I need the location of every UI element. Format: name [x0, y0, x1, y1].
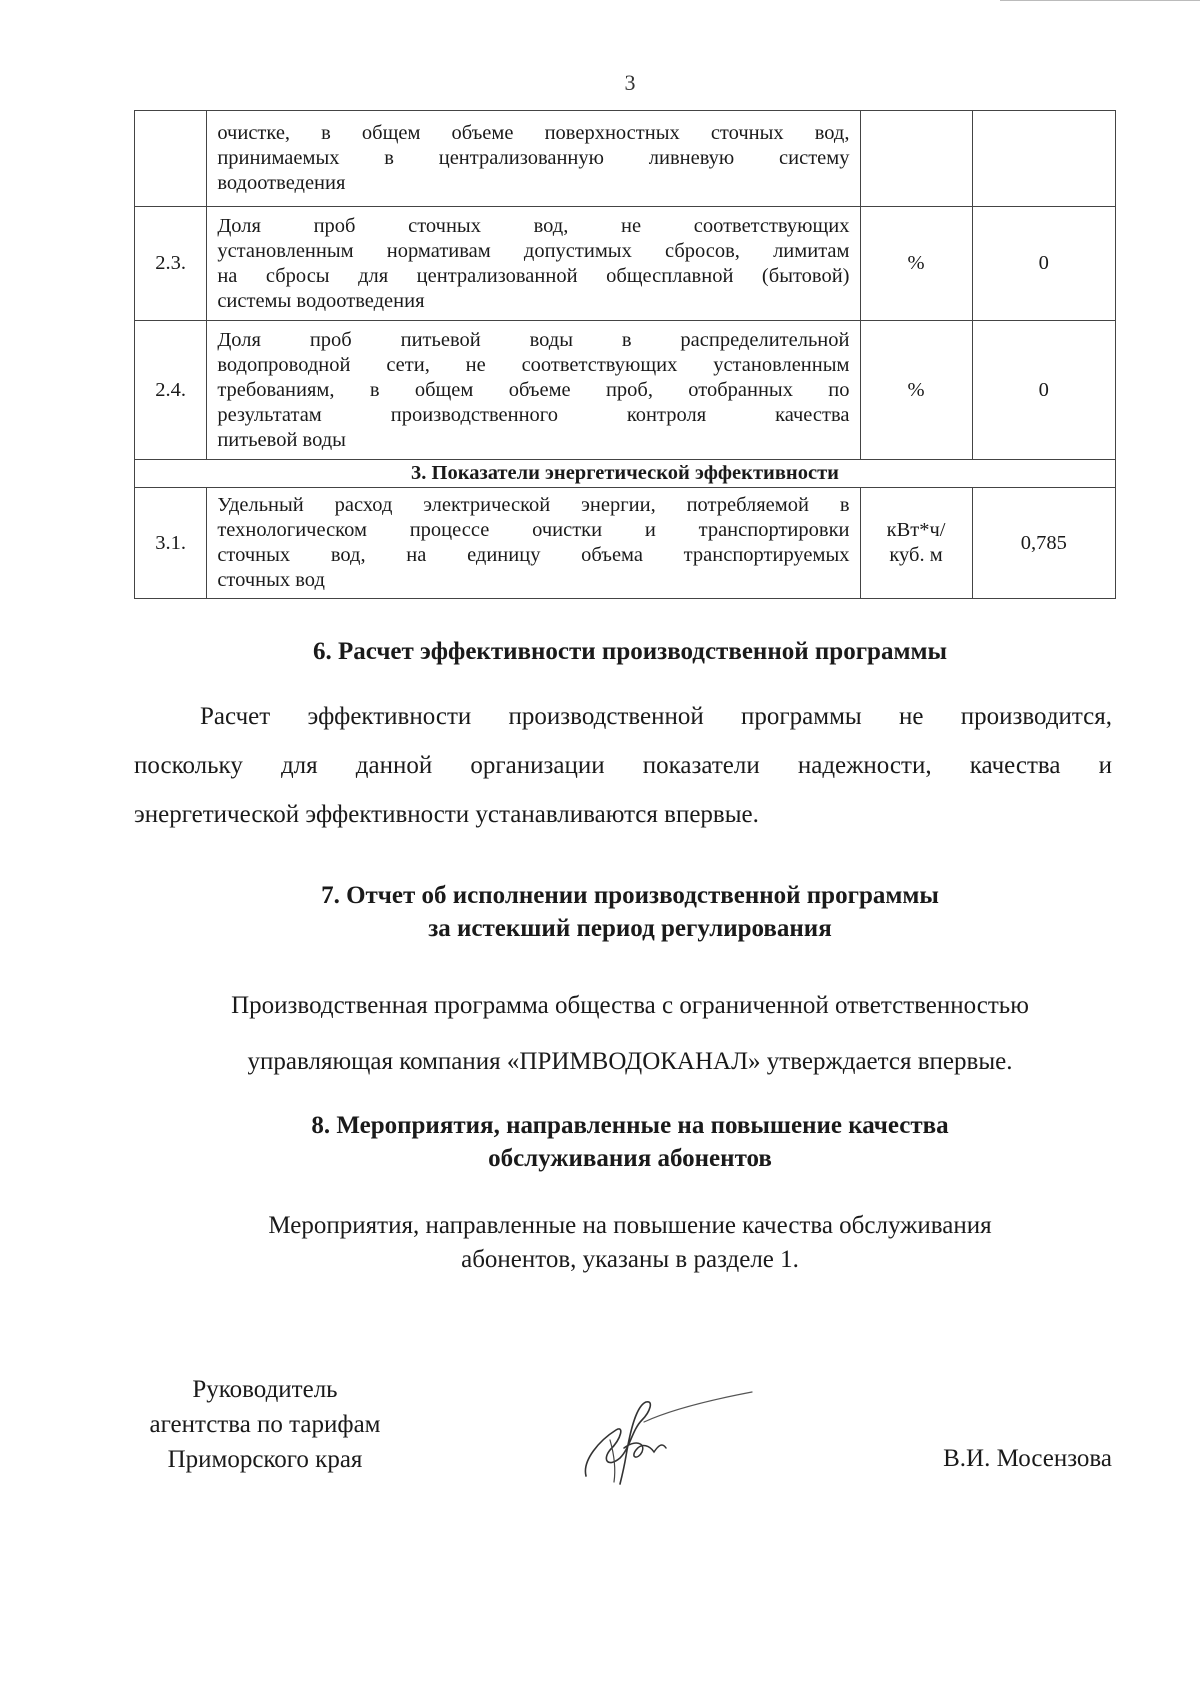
row-unit: [860, 488, 972, 599]
unit-line: куб. м: [889, 544, 943, 566]
row-value: 0,785: [972, 488, 1115, 599]
signatory-title-line: агентства по тарифам: [149, 1411, 381, 1438]
table-row: [135, 111, 1116, 207]
description-line: сточных вод: [217, 569, 325, 591]
section-6-paragraph: [134, 692, 1112, 839]
description-line: результатам производственного контроля качества: [217, 403, 850, 426]
signatory-title: [120, 1372, 410, 1477]
row-description: [207, 207, 860, 321]
paragraph-line: поскольку для данной организации показатели надежности, качества и: [134, 752, 1112, 779]
handwritten-signature: [580, 1380, 760, 1490]
section-title: 3. Показатели энергетической эффективности: [135, 460, 1116, 488]
heading-line: обслуживания абонентов: [488, 1144, 772, 1172]
signatory-title-line: Приморского края: [167, 1446, 363, 1473]
scan-edge-mark: [1000, 0, 1200, 7]
description-line: установленным нормативам допустимых сбросов, лимитам: [217, 239, 850, 262]
heading-line: за истекший период регулирования: [428, 914, 832, 942]
description-line: Удельный расход электрической энергии, потребляемой в: [217, 494, 850, 516]
description-line: очистке, в общем объеме поверхностных сточных вод,: [217, 122, 850, 144]
section-7-heading: [0, 880, 1200, 945]
paragraph-line: Расчет эффективности производственной программы не производится,: [200, 703, 1112, 730]
description-line: на сбросы для централизованной общесплавной (бытовой): [217, 264, 850, 287]
row-value: 0: [972, 207, 1115, 321]
row-number: 2.4.: [135, 321, 207, 460]
section-8-paragraph: [0, 1209, 1200, 1277]
paragraph-line: энергетической эффективности устанавливаются впервые.: [134, 801, 759, 828]
page-number: 3: [624, 70, 636, 95]
description-line: водоотведения: [217, 172, 346, 194]
description-line: технологическом процессе очистки и транспортировки: [217, 519, 850, 541]
row-description: [207, 111, 860, 207]
row-number: 2.3.: [135, 207, 207, 321]
description-line: системы водоотведения: [217, 289, 425, 312]
heading-line: 8. Мероприятия, направленные на повышение качества: [311, 1112, 949, 1139]
signatory-name: В.И. Мосензова: [943, 1445, 1112, 1472]
paragraph-line: Мероприятия, направленные на повышение качества обслуживания: [268, 1212, 992, 1239]
description-line: Доля проб питьевой воды в распределительной: [217, 328, 850, 351]
unit-line: кВт*ч/: [886, 519, 946, 541]
paragraph-line: абонентов, указаны в разделе 1.: [461, 1246, 799, 1273]
row-unit: %: [860, 321, 972, 460]
row-description: [207, 488, 860, 599]
paragraph-line: Производственная программа общества с ограниченной ответственностью: [231, 992, 1029, 1019]
signatory-title-line: Руководитель: [192, 1376, 338, 1403]
description-line: принимаемых в централизованную ливневую систему: [217, 147, 850, 169]
table-row: [135, 207, 1116, 321]
row-unit: [860, 111, 972, 207]
description-line: Доля проб сточных вод, не соответствующих: [217, 214, 850, 237]
paragraph-line: управляющая компания «ПРИМВОДОКАНАЛ» утверждается впервые.: [247, 1048, 1013, 1075]
description-line: сточных вод, на единицу объема транспортируемых: [217, 544, 850, 566]
section-8-heading: [0, 1110, 1200, 1175]
section-7-paragraph: [0, 978, 1200, 1090]
row-value: 0: [972, 321, 1115, 460]
heading-line: 7. Отчет об исполнении производственной программы: [321, 882, 939, 909]
table-row: [135, 488, 1116, 599]
row-number: 3.1.: [135, 488, 207, 599]
description-line: требованиям, в общем объеме проб, отобранных по: [217, 378, 850, 401]
row-value: [972, 111, 1115, 207]
row-description: [207, 321, 860, 460]
table-section-row: [135, 460, 1116, 488]
table-row: [135, 321, 1116, 460]
description-line: водопроводной сети, не соответствующих установленным: [217, 353, 850, 376]
row-unit: %: [860, 207, 972, 321]
section-6-heading: 6. Расчет эффективности производственной программы: [312, 638, 948, 665]
indicators-table: [134, 110, 1116, 599]
row-number: [135, 111, 207, 207]
description-line: питьевой воды: [217, 428, 346, 451]
